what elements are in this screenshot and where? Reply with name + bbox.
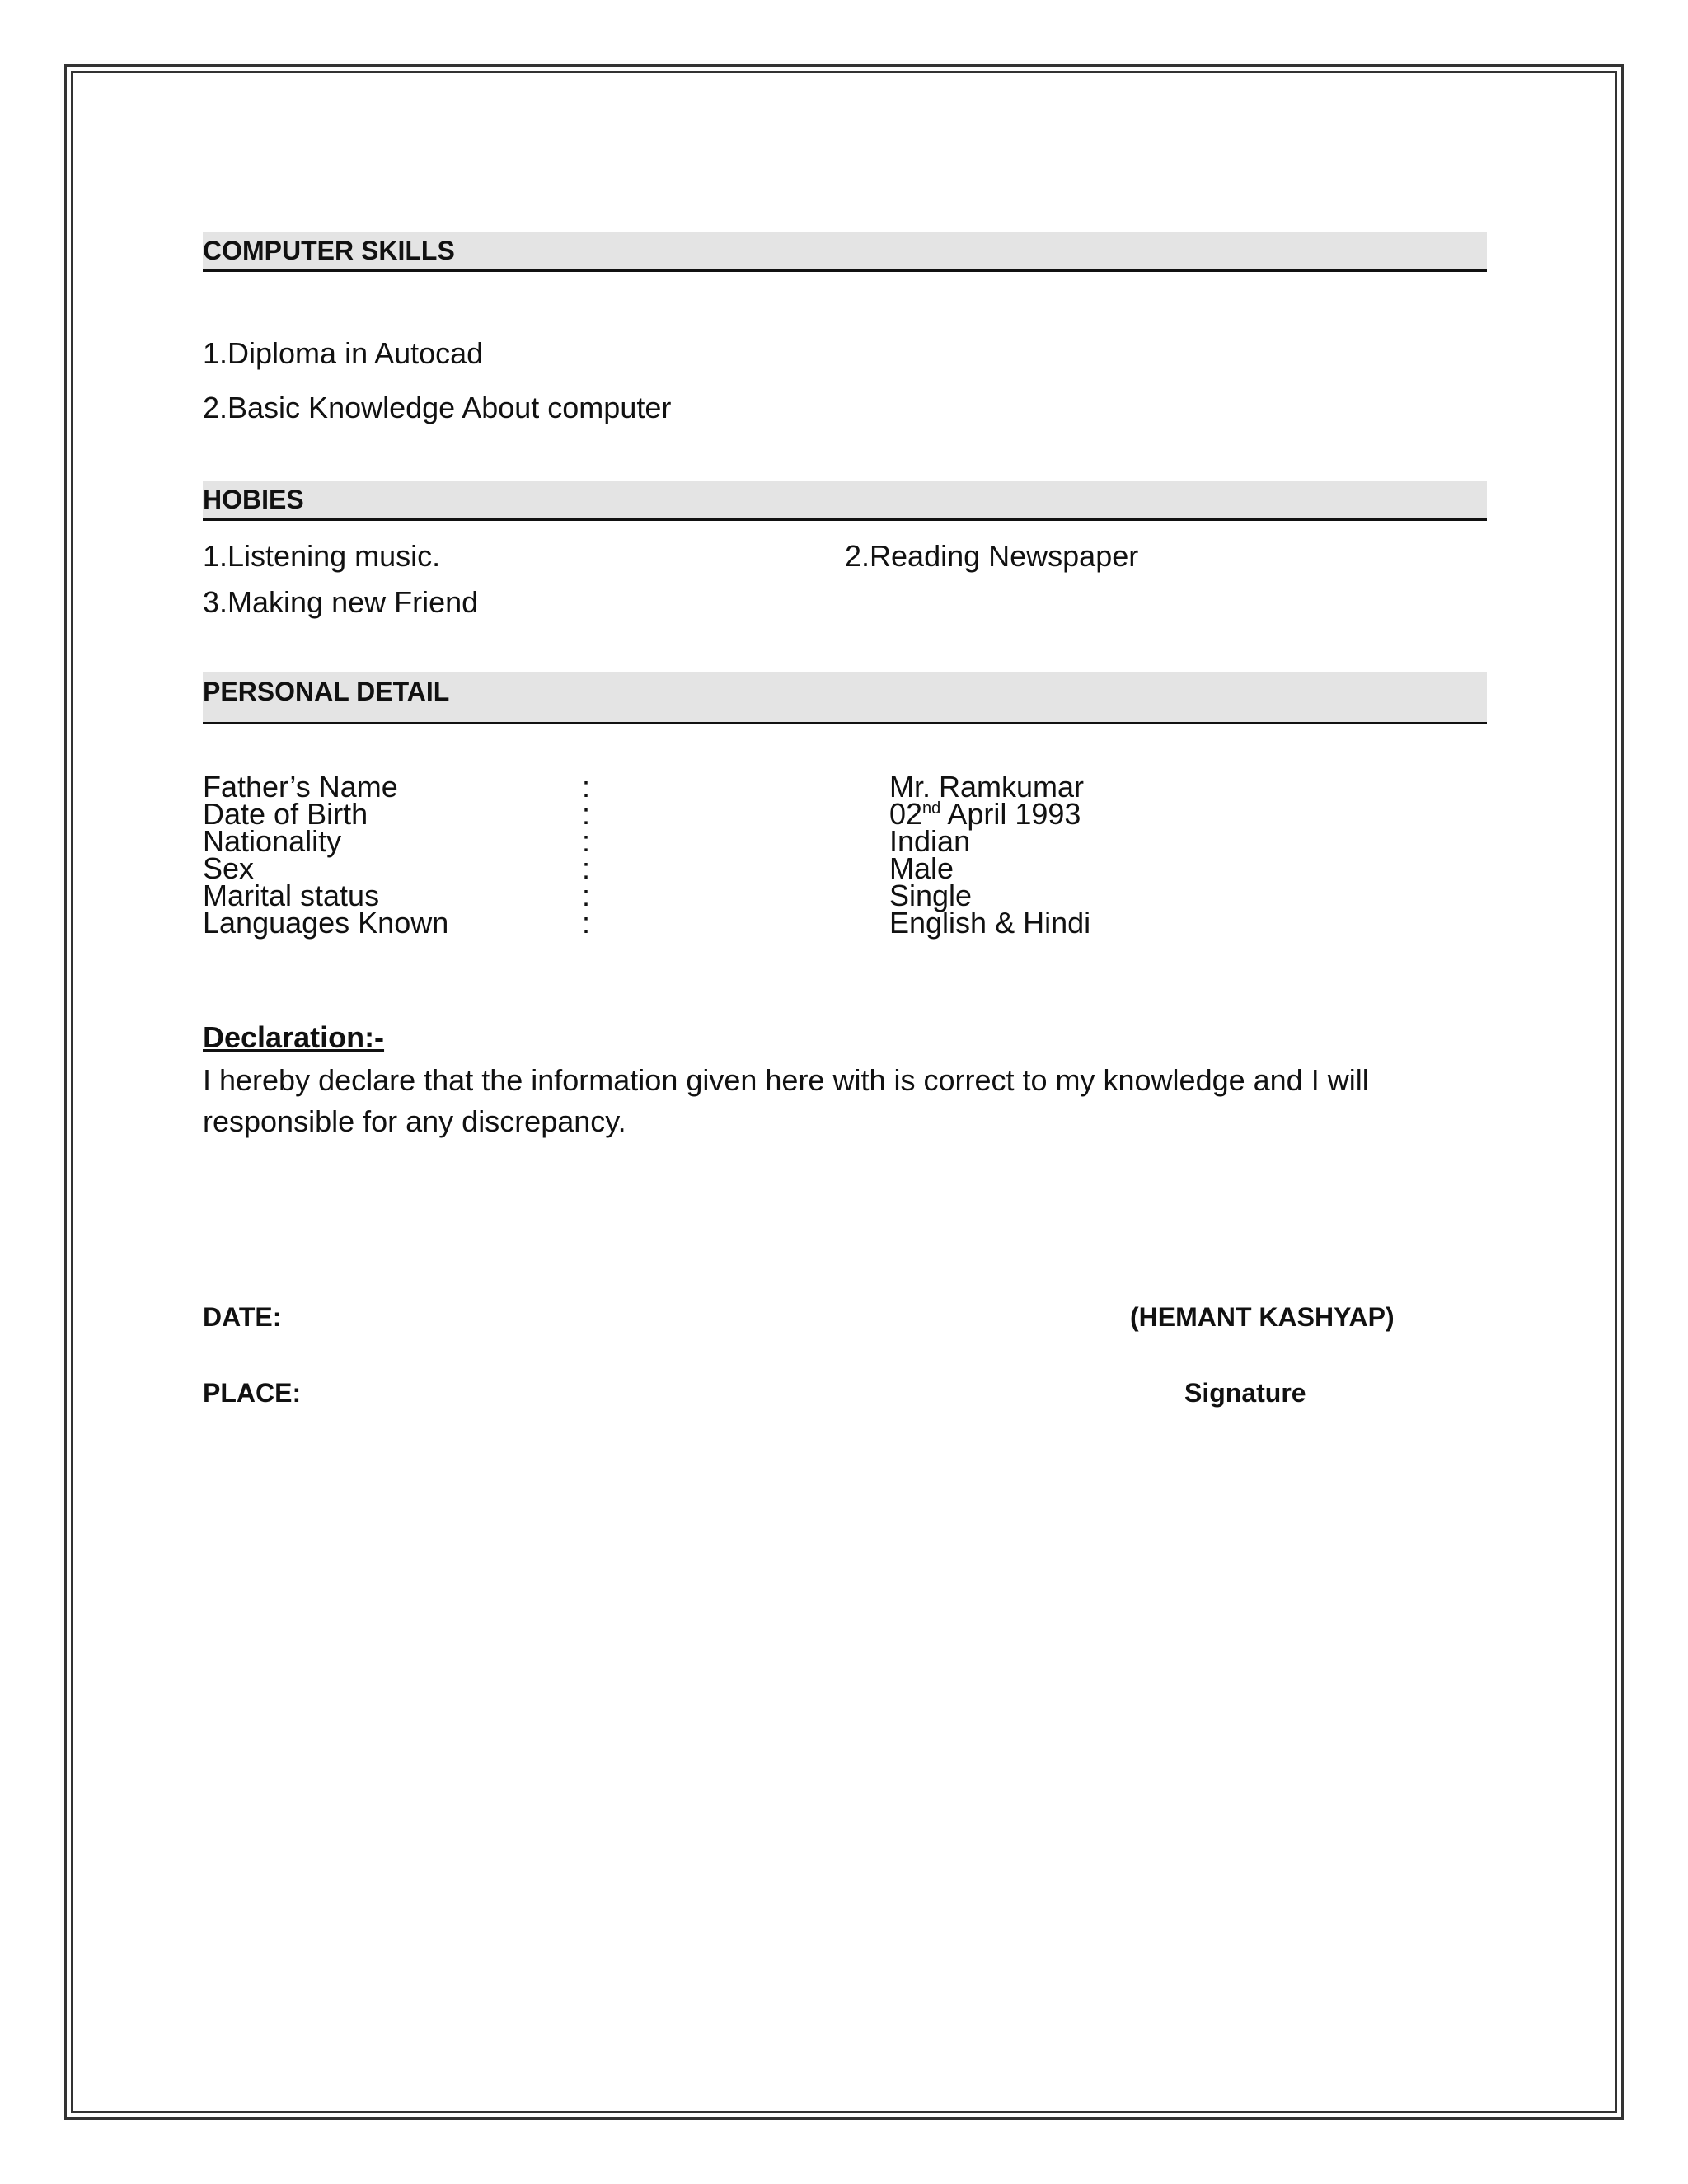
dob-suffix: nd (922, 799, 941, 818)
section-title: COMPUTER SKILLS (203, 236, 455, 265)
section-title: HOBIES (203, 485, 304, 514)
section-title: PERSONAL DETAIL (203, 677, 450, 706)
date-label: DATE: (203, 1302, 282, 1332)
section-header-hobbies (203, 481, 1487, 521)
detail-label: Nationality (203, 824, 342, 858)
skill-item: 1.Diploma in Autocad (203, 336, 484, 370)
detail-label: Marital status (203, 879, 380, 912)
section-header-computer-skills (203, 232, 1487, 272)
hobby-item: 3.Making new Friend (203, 585, 479, 619)
detail-value: Single (889, 879, 973, 912)
applicant-name: (HEMANT KASHYAP) (1130, 1302, 1395, 1332)
detail-value: Mr. Ramkumar (889, 770, 1085, 804)
detail-label: Date of Birth (203, 797, 368, 831)
detail-colon: : (582, 797, 591, 831)
detail-colon: : (582, 851, 591, 885)
detail-label: Sex (203, 851, 255, 885)
detail-colon: : (582, 906, 591, 940)
section-header-personal-detail (203, 672, 1487, 724)
skill-item: 2.Basic Knowledge About computer (203, 391, 672, 424)
hobby-item: 2.Reading Newspaper (845, 539, 1139, 573)
detail-label: Father’s Name (203, 770, 398, 804)
dob-day: 02 (889, 797, 923, 831)
dob-rest: April 1993 (940, 797, 1081, 831)
detail-colon: : (582, 824, 591, 858)
detail-colon: : (582, 879, 591, 912)
detail-value: English & Hindi (889, 906, 1091, 940)
detail-value: Indian (889, 824, 971, 858)
detail-label: Languages Known (203, 906, 449, 940)
hobby-item: 1.Listening music. (203, 539, 441, 573)
declaration-title: Declaration:- (203, 1020, 385, 1054)
declaration-text: I hereby declare that the information given here with is correct to my knowledge and I will responsible for any discrepancy. (203, 1063, 1369, 1138)
signature-label: Signature (1184, 1378, 1306, 1408)
place-label: PLACE: (203, 1378, 302, 1408)
detail-colon: : (582, 770, 591, 804)
detail-value: Male (889, 851, 954, 885)
